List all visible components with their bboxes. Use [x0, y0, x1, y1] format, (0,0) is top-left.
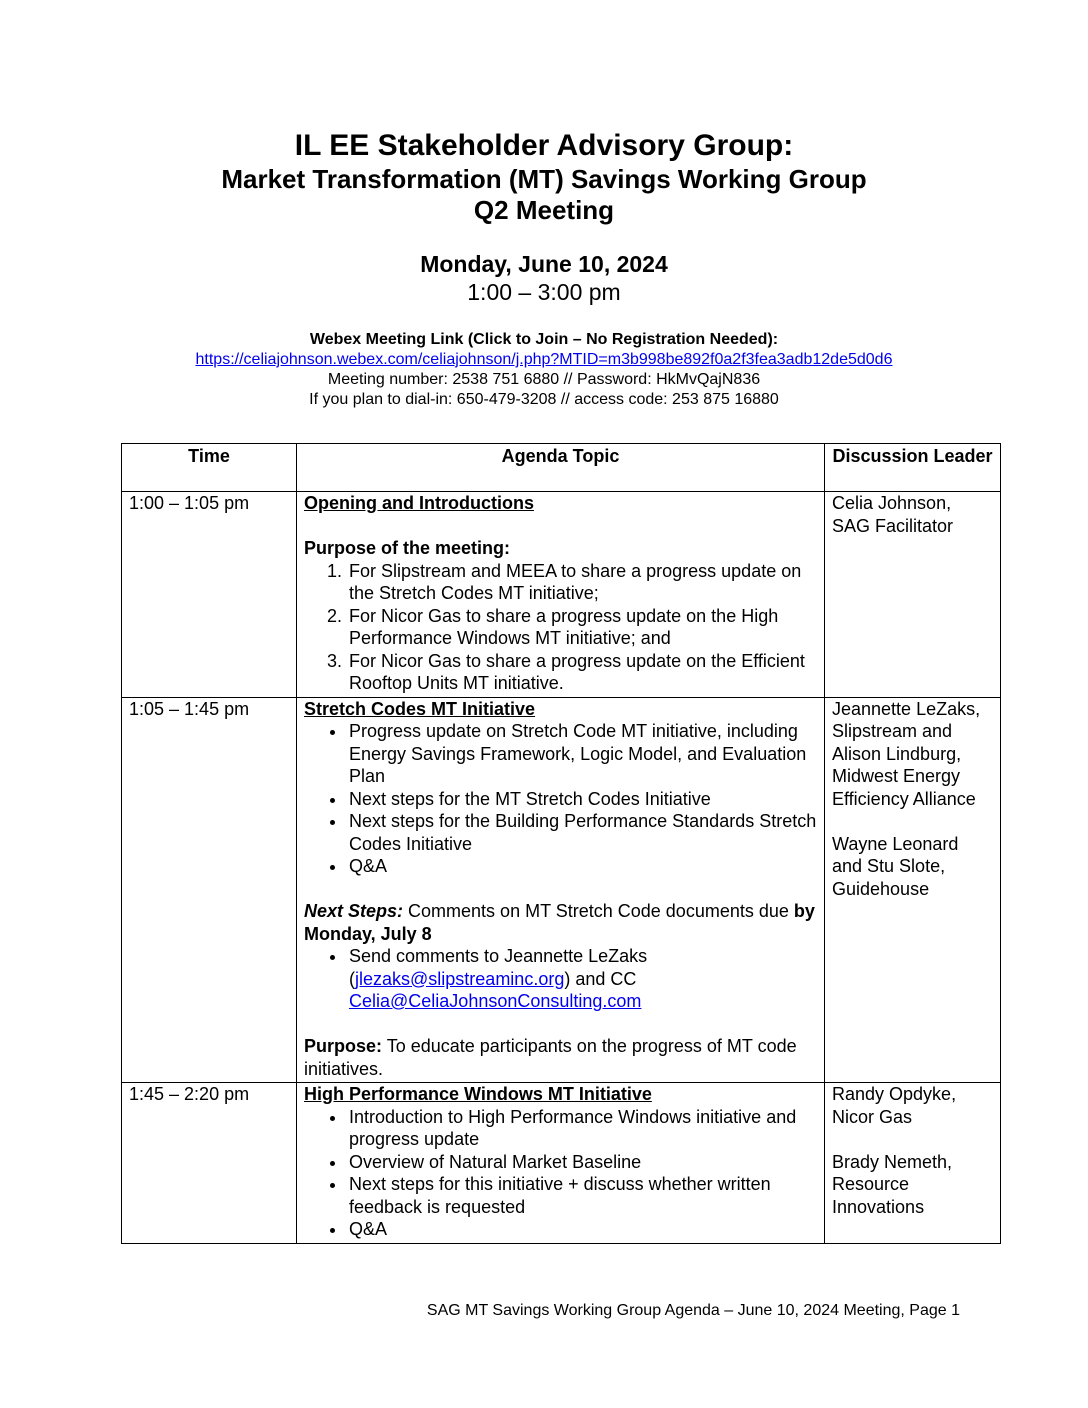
webex-heading: Webex Meeting Link (Click to Join – No Registration Needed): — [309, 331, 779, 348]
topic-title: Opening and Introductions — [304, 493, 534, 513]
list-item: • Next steps for the MT Stretch Codes Initiative — [347, 788, 817, 811]
next-steps-due: by Monday, July 8 — [304, 901, 815, 944]
meeting-number: Meeting number: 2538 751 6880 // Password: HkMvQajN836 — [327, 371, 761, 388]
header-topic: Agenda Topic — [297, 444, 825, 492]
list-item: • Q&A — [347, 1218, 817, 1241]
row-topic — [297, 697, 825, 1083]
leader-primary: Randy Opdyke, Nicor Gas — [832, 1084, 957, 1127]
title-line-3: Q2 Meeting — [473, 195, 615, 225]
list-item: • Q&A — [347, 855, 817, 878]
document-header — [0, 128, 1088, 410]
webex-info — [0, 330, 1088, 410]
list-item: • Next steps for the Building Performance Standards Stretch Codes Initiative — [347, 810, 817, 855]
topic-title: Stretch Codes MT Initiative — [304, 698, 536, 719]
list-item: 1. For Slipstream and MEEA to share a progress update on the Stretch Codes MT initiative; — [347, 560, 817, 605]
meeting-time: 1:00 – 3:00 pm — [467, 279, 621, 305]
topic-title: High Performance Windows MT Initiative — [304, 1084, 652, 1104]
topic-bullets — [304, 1106, 817, 1241]
agenda-header-row — [122, 444, 1001, 492]
leader-primary: Jeannette LeZaks, Slipstream and Alison Lindburg, Midwest Energy Efficiency Alliance — [832, 698, 981, 809]
row-leader — [825, 1083, 1001, 1244]
purpose — [304, 1035, 817, 1080]
email-link-celia[interactable]: Celia@CeliaJohnsonConsulting.com — [349, 991, 642, 1011]
header-time: Time — [122, 444, 297, 492]
webex-link[interactable]: https://celiajohnson.webex.com/celiajohnson/j.php?MTID=m3b998be892f0a2f3fea3adb12de5d0d6 — [195, 351, 893, 368]
topic-bullets — [304, 720, 817, 878]
purpose-label: Purpose of the meeting: — [304, 538, 511, 558]
title-line-2: Market Transformation (MT) Savings Working Group — [221, 164, 867, 194]
leader-secondary: Brady Nemeth, Resource Innovations — [832, 1151, 953, 1217]
meeting-date: Monday, June 10, 2024 — [420, 251, 668, 277]
email-link-jlezaks[interactable]: jlezaks@slipstreaminc.org — [355, 968, 565, 989]
row-topic — [297, 492, 825, 698]
dial-in-info: If you plan to dial-in: 650-479-3208 // access code: 253 875 16880 — [309, 391, 779, 408]
send-mid: ) and CC — [564, 968, 637, 989]
row-time: 1:00 – 1:05 pm — [122, 492, 297, 698]
list-item: • Progress update on Stretch Code MT initiative, including Energy Savings Framework, Logic Model, and Evaluation Plan — [347, 720, 817, 788]
list-item: • Next steps for this initiative + discuss whether written feedback is requested — [347, 1173, 817, 1218]
next-steps-label: Next Steps: — [304, 901, 404, 921]
agenda-row-windows — [122, 1083, 1001, 1244]
row-leader — [825, 697, 1001, 1083]
header-leader: Discussion Leader — [825, 444, 1001, 492]
row-topic — [297, 1083, 825, 1244]
leader-secondary: Wayne Leonard and Stu Slote, Guidehouse — [832, 833, 959, 899]
row-leader: Celia Johnson, SAG Facilitator — [825, 492, 1001, 698]
agenda-row-stretch-codes — [122, 697, 1001, 1083]
list-item: • Introduction to High Performance Windows initiative and progress update — [347, 1106, 817, 1151]
row-time: 1:05 – 1:45 pm — [122, 697, 297, 1083]
list-item: • Overview of Natural Market Baseline — [347, 1151, 817, 1174]
send-prefix: Send comments to Jeannette LeZaks ( — [349, 946, 648, 989]
title-line-1: IL EE Stakeholder Advisory Group: — [294, 129, 794, 162]
purpose-label: Purpose: — [304, 1036, 383, 1056]
row-time: 1:45 – 2:20 pm — [122, 1083, 297, 1244]
list-item — [347, 945, 817, 1013]
page-footer: SAG MT Savings Working Group Agenda – June 10, 2024 Meeting, Page 1 — [426, 1302, 960, 1319]
purpose-list — [304, 560, 817, 695]
next-steps-text: Comments on MT Stretch Code documents due — [403, 901, 794, 921]
list-item: 3. For Nicor Gas to share a progress update on the Efficient Rooftop Units MT initiative. — [347, 650, 817, 695]
next-steps — [304, 900, 817, 945]
list-item: 2. For Nicor Gas to share a progress update on the High Performance Windows MT initiative; and — [347, 605, 817, 650]
purpose-text: To educate participants on the progress of MT code initiatives. — [304, 1036, 797, 1079]
send-comments-list — [304, 945, 817, 1013]
agenda-table — [121, 443, 1001, 1244]
agenda-row-opening — [122, 492, 1001, 698]
